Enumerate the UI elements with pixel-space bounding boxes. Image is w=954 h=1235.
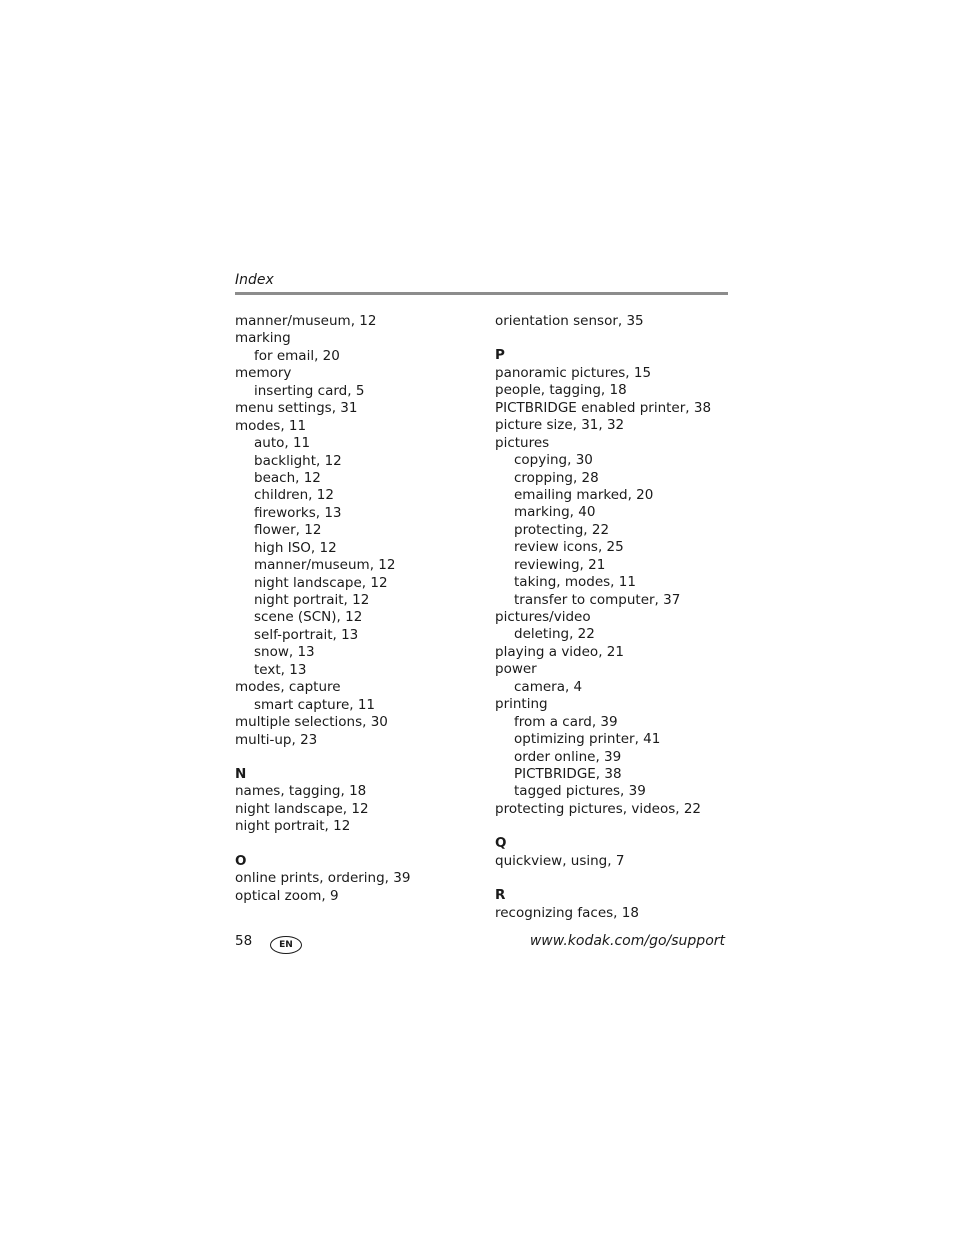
index-subentry: PICTBRIDGE, 38 [514, 765, 622, 782]
index-entry: online prints, ordering, 39 [235, 870, 411, 887]
index-section [495, 313, 735, 330]
index-entry: names, tagging, 18 [235, 783, 367, 800]
index-subentry: scene (SCN), 12 [254, 609, 363, 626]
index-entry: quickview, using, 7 [495, 852, 625, 869]
index-subentry: snow, 13 [254, 644, 315, 661]
index-entry: modes, capture [235, 679, 341, 696]
index-subentry: taking, modes, 11 [514, 574, 636, 591]
index-entry: PICTBRIDGE enabled printer, 38 [495, 399, 712, 416]
index-subentry: camera, 4 [514, 678, 583, 695]
index-entry: memory [235, 365, 292, 382]
page-number: 58 [235, 933, 253, 949]
index-entry: menu settings, 31 [235, 400, 358, 417]
index-entry: night portrait, 12 [235, 818, 351, 835]
index-entry: modes, 11 [235, 417, 307, 434]
section-letter: P [495, 347, 505, 364]
index-entry: panoramic pictures, 15 [495, 364, 652, 381]
index-entry: multiple selections, 30 [235, 714, 388, 731]
index-subentry: review icons, 25 [514, 539, 624, 556]
page-header-title: Index [235, 272, 274, 288]
index-subentry: from a card, 39 [514, 713, 618, 730]
index-subentry: night landscape, 12 [254, 574, 388, 591]
index-section [495, 347, 735, 818]
index-section [235, 313, 475, 749]
index-subentry: tagged pictures, 39 [514, 783, 646, 800]
index-subentry: manner/museum, 12 [254, 557, 396, 574]
index-subentry: inserting card, 5 [254, 382, 365, 399]
index-subentry: protecting, 22 [514, 521, 610, 538]
index-section [235, 766, 475, 836]
index-subentry: fireworks, 13 [254, 504, 342, 521]
index-entry: picture size, 31, 32 [495, 417, 625, 434]
index-subentry: high ISO, 12 [254, 539, 337, 556]
index-entry: pictures/video [495, 609, 591, 625]
index-entry: playing a video, 21 [495, 643, 624, 660]
index-subentry: children, 12 [254, 487, 334, 504]
index-subentry: flower, 12 [254, 522, 322, 539]
support-url[interactable]: www.kodak.com/go/support [529, 933, 725, 949]
index-section [495, 835, 735, 870]
index-entry: recognizing faces, 18 [495, 904, 639, 921]
index-entry: marking [235, 330, 291, 347]
index-subentry: beach, 12 [254, 469, 321, 486]
index-subentry: order online, 39 [514, 748, 622, 765]
index-section [495, 887, 735, 922]
index-entry: multi-up, 23 [235, 731, 318, 748]
index-subentry: copying, 30 [514, 452, 593, 469]
index-subentry: optimizing printer, 41 [514, 731, 661, 748]
index-entry: people, tagging, 18 [495, 382, 627, 399]
section-letter: R [495, 887, 506, 904]
index-subentry: self-portrait, 13 [254, 626, 359, 643]
index-column-right [495, 313, 735, 939]
index-entry: manner/museum, 12 [235, 313, 377, 329]
index-entry: optical zoom, 9 [235, 887, 339, 904]
index-section [235, 853, 475, 905]
index-subentry: marking, 40 [514, 504, 596, 521]
index-entry: orientation sensor, 35 [495, 313, 644, 329]
index-column-left [235, 313, 475, 922]
index-subentry: backlight, 12 [254, 452, 342, 469]
section-letter: O [235, 852, 247, 869]
index-subentry: emailing marked, 20 [514, 486, 654, 503]
index-subentry: transfer to computer, 37 [514, 591, 681, 608]
index-subentry: deleting, 22 [514, 626, 595, 643]
index-subentry: for email, 20 [254, 347, 340, 364]
index-entry: printing [495, 696, 548, 713]
section-letter: N [235, 765, 247, 782]
index-entry: pictures [495, 434, 550, 451]
index-entry: power [495, 661, 537, 678]
index-entry: night landscape, 12 [235, 800, 369, 817]
index-subentry: auto, 11 [254, 435, 311, 452]
language-badge: EN [270, 936, 302, 954]
index-subentry: smart capture, 11 [254, 696, 376, 713]
header-rule [235, 292, 728, 295]
index-subentry: cropping, 28 [514, 469, 599, 486]
index-subentry: night portrait, 12 [254, 592, 370, 608]
index-subentry: text, 13 [254, 661, 307, 678]
index-subentry: reviewing, 21 [514, 556, 606, 573]
section-letter: Q [495, 835, 507, 852]
index-entry: protecting pictures, videos, 22 [495, 800, 702, 817]
